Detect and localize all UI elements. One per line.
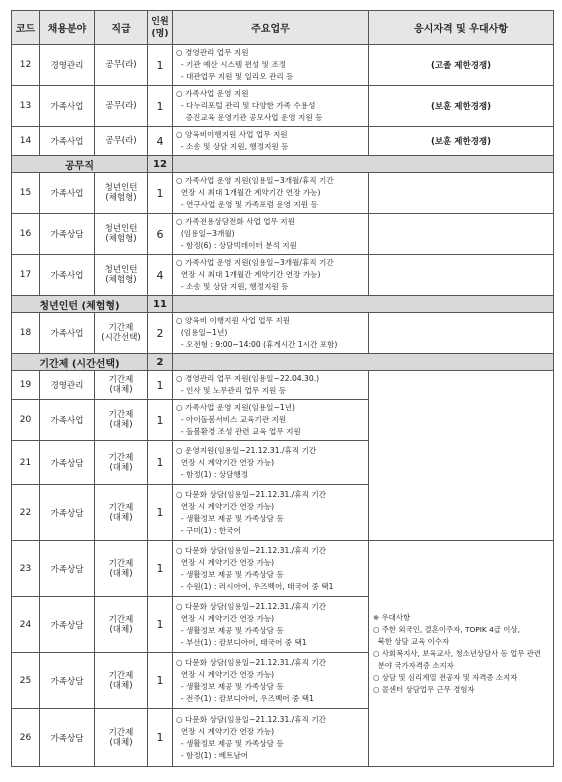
row-qualification-empty <box>369 255 554 296</box>
row-count: 1 <box>148 400 173 441</box>
duty-line: 연장 시 계약기간 연장 가능) <box>176 501 275 511</box>
row-count: 1 <box>148 653 173 709</box>
header-count: 인원 (명) <box>148 11 173 45</box>
row-rank <box>95 597 148 653</box>
subtotal-fill <box>173 354 554 371</box>
row-count: 1 <box>148 441 173 485</box>
subtotal-label: 기간제 (시간선택) <box>12 354 148 371</box>
row-duties <box>173 653 369 709</box>
duty-line: - 생활정보 제공 및 가족상담 등 <box>176 513 284 523</box>
subtotal-count: 2 <box>148 354 173 371</box>
header-qualifications: 응시자격 및 우대사항 <box>369 11 554 45</box>
rank-line: 기간제 <box>108 670 134 681</box>
duty-line: ○ 다문화 상담(임용일~21.12.31./휴직 기간 <box>176 714 327 724</box>
row-code: 23 <box>12 541 40 597</box>
rank-line: 청년인턴 <box>104 224 138 234</box>
subtotal-fill <box>173 296 554 313</box>
duty-line: ○ 가족사업 운영 지원 <box>176 89 249 98</box>
preferential-note <box>369 541 554 767</box>
note-line: 북한 상담 교육 이수자 <box>373 636 450 646</box>
duty-line: - 대관업무 지원 및 일리오 관리 등 <box>176 72 294 81</box>
duty-line: 연장 시 계약기간 연장 가능) <box>176 557 275 567</box>
row-qualification-empty <box>369 371 554 541</box>
duty-line: - 함정(1) : 상담행정 <box>176 469 249 479</box>
note-line: ○ 상담 및 심리계열 전공자 및 자격증 소지자 <box>373 672 518 682</box>
row-qualification-empty <box>369 214 554 255</box>
rank-line: (대체) <box>109 420 133 430</box>
rank-line: (대체) <box>109 385 133 395</box>
row-count: 1 <box>148 485 173 541</box>
duty-line: 증진교육 운영기관 공모사업 운영 지원 등 <box>176 113 323 122</box>
note-line: ○ 콜센터 상담업무 근무 경험자 <box>373 684 475 694</box>
row-duties <box>173 313 369 354</box>
row-rank <box>95 127 148 156</box>
duty-line: ○ 다문화 상담(임용일~21.12.31./휴직 기간 <box>176 657 327 667</box>
row-rank <box>95 485 148 541</box>
row-duties <box>173 597 369 653</box>
header-duties: 주요업무 <box>173 11 369 45</box>
duty-line: - 함정(1) : 베트남어 <box>176 750 249 760</box>
duty-line: ○ 경영관리 업무 지원 <box>176 48 249 57</box>
row-field: 경영관리 <box>40 45 95 86</box>
table-row <box>12 86 554 127</box>
duty-line: - 전주(1) : 캄보디아어, 우즈벡어 중 택1 <box>176 693 314 703</box>
row-field: 가족사업 <box>40 127 95 156</box>
rank-line: (대체) <box>109 737 133 748</box>
subtotal-fill <box>173 156 554 173</box>
duty-line: 연장 시 계약기간 연장 가능) <box>176 669 275 679</box>
duty-line: 연장 시 계약기간 연장 가능) <box>176 613 275 623</box>
rank-line: 청년인턴 <box>104 183 138 193</box>
note-line: ○ 주한 외국인, 결혼이주자, TOPIK 4급 이상, <box>373 624 520 634</box>
rank-line: 공무(라) <box>105 60 137 70</box>
row-duties <box>173 214 369 255</box>
row-duties <box>173 173 369 214</box>
duty-line: - 아이돌봄서비스 교육기관 지원 <box>176 415 287 424</box>
row-field: 가족상담 <box>40 541 95 597</box>
rank-line: 기간제 <box>108 614 134 625</box>
duty-line: 연장 시 계약기간 연장 가능) <box>176 726 275 736</box>
recruitment-table <box>11 10 554 767</box>
row-duties <box>173 127 369 156</box>
rank-line: 기간제 <box>108 452 134 463</box>
row-duties <box>173 45 369 86</box>
row-count: 4 <box>148 255 173 296</box>
row-code: 21 <box>12 441 40 485</box>
duty-line: - 기관 예산 시스템 편성 및 조정 <box>176 60 287 69</box>
rank-line: (대체) <box>109 512 133 523</box>
row-rank <box>95 86 148 127</box>
row-field: 가족상담 <box>40 597 95 653</box>
row-count: 1 <box>148 541 173 597</box>
subtotal-count: 11 <box>148 296 173 313</box>
row-rank <box>95 541 148 597</box>
note-line: ○ 사회복지사, 보육교사, 청소년상담사 등 업무 관련 <box>373 648 542 658</box>
row-rank <box>95 441 148 485</box>
row-rank <box>95 371 148 400</box>
duty-line: ○ 다문화 상담(임용일~21.12.31./휴직 기간 <box>176 545 327 555</box>
header-rank: 직급 <box>95 11 148 45</box>
row-field: 가족사업 <box>40 86 95 127</box>
table-body <box>12 45 554 767</box>
row-duties <box>173 441 369 485</box>
table-row <box>12 371 554 400</box>
section-subtotal-row <box>12 354 554 371</box>
rank-line: 기간제 <box>108 375 134 385</box>
table-row <box>12 214 554 255</box>
duty-line: ○ 가족전용상담전화 사업 업무 지원 <box>176 217 295 226</box>
row-count: 1 <box>148 597 173 653</box>
rank-line: 공무(라) <box>105 101 137 111</box>
row-code: 13 <box>12 86 40 127</box>
duty-line: - 생활정보 제공 및 가족상담 등 <box>176 738 284 748</box>
row-field: 가족상담 <box>40 653 95 709</box>
row-field: 가족사업 <box>40 173 95 214</box>
row-field: 가족사업 <box>40 255 95 296</box>
rank-line: (시간선택) <box>101 333 141 343</box>
row-rank <box>95 709 148 767</box>
row-count: 6 <box>148 214 173 255</box>
duty-line: - 소송 및 상담 지원, 행정지원 등 <box>176 142 289 151</box>
rank-line: (체험형) <box>105 193 137 203</box>
row-rank <box>95 313 148 354</box>
row-count: 1 <box>148 173 173 214</box>
duty-line: ○ 가족사업 운영 지원(임용일~3개월/휴직 기간 <box>176 176 334 185</box>
row-code: 24 <box>12 597 40 653</box>
duty-line: - 오전형 : 9:00~14:00 (휴게시간 1시간 포함) <box>176 340 338 349</box>
duty-line: ○ 운영지원(임용일~21.12.31./휴직 기간 <box>176 445 317 455</box>
row-count: 1 <box>148 45 173 86</box>
row-rank <box>95 653 148 709</box>
subtotal-count: 12 <box>148 156 173 173</box>
row-field: 가족상담 <box>40 214 95 255</box>
rank-line: 기간제 <box>108 558 134 569</box>
row-duties <box>173 400 369 441</box>
row-rank <box>95 214 148 255</box>
duty-line: - 인사 및 노무관리 업무 지원 등 <box>176 386 287 395</box>
rank-line: 공무(라) <box>105 136 137 146</box>
duty-line: - 연구사업 운영 및 가족포럼 운영 지원 등 <box>176 200 318 209</box>
section-subtotal-row <box>12 296 554 313</box>
rank-line: (체험형) <box>105 234 137 244</box>
row-duties <box>173 709 369 767</box>
duty-line: - 부산(1) : 캄보디아어, 태국어 중 택1 <box>176 637 307 647</box>
duty-line: - 생활정보 제공 및 가족상담 등 <box>176 681 284 691</box>
row-count: 4 <box>148 127 173 156</box>
row-field: 가족사업 <box>40 400 95 441</box>
subtotal-label: 청년인턴 (체험형) <box>12 296 148 313</box>
table-row <box>12 127 554 156</box>
duty-line: - 다누리포털 관리 및 다양한 가족 수용성 <box>176 101 316 110</box>
rank-line: (대체) <box>109 568 133 579</box>
row-count: 1 <box>148 709 173 767</box>
duty-line: ○ 양육비이행지원 사업 업무 지원 <box>176 130 288 139</box>
rank-line: 기간제 <box>108 323 134 333</box>
row-field: 경영관리 <box>40 371 95 400</box>
row-code: 17 <box>12 255 40 296</box>
header-code: 코드 <box>12 11 40 45</box>
recruitment-table-container <box>11 10 553 767</box>
rank-line: 기간제 <box>108 502 134 513</box>
rank-line: (대체) <box>109 680 133 691</box>
rank-line: (대체) <box>109 462 133 473</box>
row-rank <box>95 255 148 296</box>
row-code: 15 <box>12 173 40 214</box>
duty-line: 연장 시 계약기간 연장 가능) <box>176 457 275 467</box>
row-duties <box>173 86 369 127</box>
row-qualification-empty <box>369 313 554 354</box>
duty-line: ○ 다문화 상담(임용일~21.12.31./휴직 기간 <box>176 601 327 611</box>
duty-line: - 생활정보 제공 및 가족상담 등 <box>176 625 284 635</box>
row-field: 가족상담 <box>40 709 95 767</box>
row-field: 가족상담 <box>40 485 95 541</box>
row-code: 12 <box>12 45 40 86</box>
subtotal-label: 공무직 <box>12 156 148 173</box>
row-field: 가족사업 <box>40 313 95 354</box>
row-duties <box>173 371 369 400</box>
note-line: 분야 국가자격증 소지자 <box>373 660 454 670</box>
duty-line: ○ 가족사업 운영 지원(임용일~1년) <box>176 403 296 412</box>
duty-line: - 구미(1) : 한국어 <box>176 525 241 535</box>
duty-line: 연장 시 최대 1개월간 계약기간 연장 가능) <box>176 270 321 279</box>
row-count: 1 <box>148 86 173 127</box>
rank-line: 기간제 <box>108 727 134 738</box>
row-qualification: (보훈 제한경쟁) <box>369 86 554 127</box>
row-qualification-empty <box>369 173 554 214</box>
duty-line: - 돌봄환경 조성 관련 교육 업무 지원 <box>176 427 301 436</box>
row-duties <box>173 485 369 541</box>
table-row <box>12 313 554 354</box>
header-field: 채용분야 <box>40 11 95 45</box>
duty-line: (임용일~3개월) <box>176 229 235 238</box>
rank-line: (체험형) <box>105 275 137 285</box>
header-row <box>12 11 554 45</box>
duty-line: - 함정(6) : 상담빅데이터 분석 지원 <box>176 241 297 250</box>
row-code: 19 <box>12 371 40 400</box>
rank-line: 기간제 <box>108 410 134 420</box>
table-row <box>12 173 554 214</box>
duty-line: ○ 양육비 이행지원 사업 업무 지원 <box>176 316 291 325</box>
duty-line: - 생활정보 제공 및 가족상담 등 <box>176 569 284 579</box>
row-code: 25 <box>12 653 40 709</box>
row-field: 가족상담 <box>40 441 95 485</box>
rank-line: (대체) <box>109 624 133 635</box>
row-code: 18 <box>12 313 40 354</box>
row-rank <box>95 173 148 214</box>
row-qualification: (보훈 제한경쟁) <box>369 127 554 156</box>
row-duties <box>173 541 369 597</box>
duty-line: ○ 경영관리 업무 지원(임용일~22.04.30.) <box>176 374 320 383</box>
table-row <box>12 255 554 296</box>
row-rank <box>95 45 148 86</box>
duty-line: 연장 시 최대 1개월간 계약기간 연장 가능) <box>176 188 321 197</box>
table-row <box>12 541 554 597</box>
duty-line: ○ 다문화 상담(임용일~21.12.31./휴직 기간 <box>176 489 327 499</box>
row-code: 20 <box>12 400 40 441</box>
table-row <box>12 45 554 86</box>
duty-line: - 수원(1) : 러시아어, 우즈벡어, 태국어 중 택1 <box>176 581 334 591</box>
duty-line: (임용일~1년) <box>176 328 228 337</box>
row-duties <box>173 255 369 296</box>
duty-line: ○ 가족사업 운영 지원(임용일~3개월/휴직 기간 <box>176 258 334 267</box>
row-count: 1 <box>148 371 173 400</box>
row-code: 16 <box>12 214 40 255</box>
duty-line: - 소송 및 상담 지원, 행정지원 등 <box>176 282 289 291</box>
row-code: 14 <box>12 127 40 156</box>
row-rank <box>95 400 148 441</box>
row-code: 26 <box>12 709 40 767</box>
row-qualification: (고졸 제한경쟁) <box>369 45 554 86</box>
rank-line: 청년인턴 <box>104 265 138 275</box>
row-count: 2 <box>148 313 173 354</box>
note-line: ※ 우대사항 <box>373 612 411 622</box>
section-subtotal-row <box>12 156 554 173</box>
row-code: 22 <box>12 485 40 541</box>
